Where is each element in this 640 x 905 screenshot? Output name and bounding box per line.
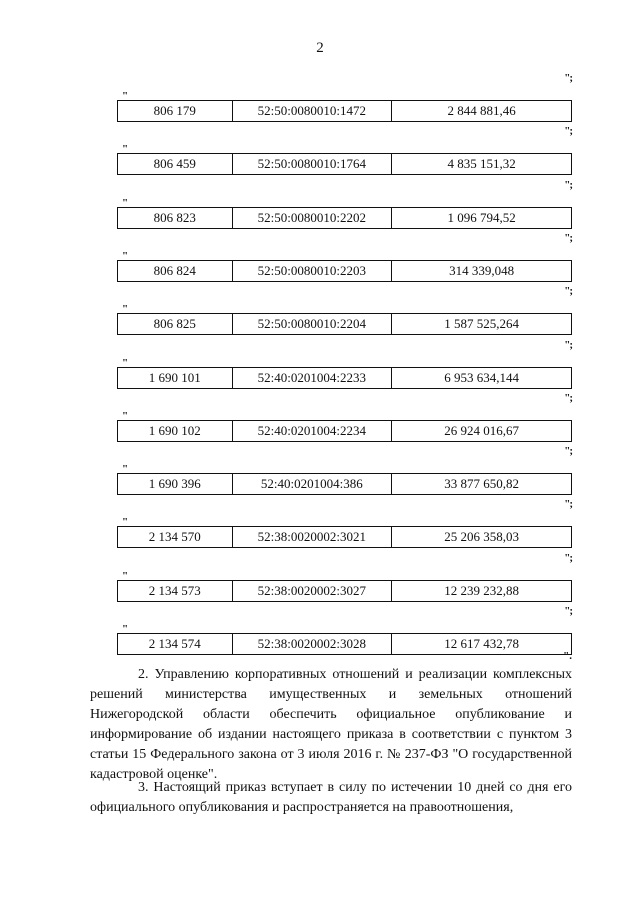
page-number: 2 — [316, 40, 324, 56]
cell-cadastral-number: 52:50:0080010:1764 — [232, 154, 392, 175]
cell-value: 6 953 634,144 — [392, 367, 572, 388]
closing-quote: "; — [564, 498, 572, 511]
cell-value: 12 617 432,78 — [392, 634, 572, 655]
opening-quote: " — [122, 143, 129, 156]
table-row — [117, 153, 572, 175]
entry-block — [0, 392, 640, 448]
cell-id: 806 825 — [118, 314, 233, 335]
cell-id: 806 823 — [118, 207, 233, 228]
cell-value: 12 239 232,88 — [392, 580, 572, 601]
cell-id: 806 179 — [118, 101, 233, 122]
closing-quote: "; — [564, 445, 572, 458]
opening-quote: " — [122, 569, 129, 582]
entry-block — [0, 552, 640, 608]
cell-id: 2 134 573 — [118, 580, 233, 601]
entry-block — [0, 72, 640, 128]
table-row — [117, 260, 572, 282]
cell-cadastral-number: 52:50:0080010:2202 — [232, 207, 392, 228]
cell-id: 806 459 — [118, 154, 233, 175]
entry-block — [0, 605, 640, 661]
cell-value: 26 924 016,67 — [392, 420, 572, 441]
cell-cadastral-number: 52:50:0080010:1472 — [232, 101, 392, 122]
cell-id: 1 690 102 — [118, 420, 233, 441]
table-row — [117, 313, 572, 335]
opening-quote: " — [122, 303, 129, 316]
cell-cadastral-number: 52:38:0020002:3027 — [232, 580, 392, 601]
cell-value: 25 206 358,03 — [392, 527, 572, 548]
closing-quote: "; — [564, 551, 572, 564]
cell-id: 2 134 574 — [118, 634, 233, 655]
table-row — [117, 367, 572, 389]
paragraph-3 — [90, 778, 572, 818]
cell-cadastral-number: 52:38:0020002:3028 — [232, 634, 392, 655]
final-quote: ". — [563, 650, 572, 662]
cell-value: 314 339,048 — [392, 260, 572, 281]
table-row — [117, 580, 572, 602]
cell-value: 4 835 151,32 — [392, 154, 572, 175]
table-row — [117, 473, 572, 495]
cell-cadastral-number: 52:40:0201004:2234 — [232, 420, 392, 441]
cell-value: 2 844 881,46 — [392, 101, 572, 122]
closing-quote: "; — [564, 231, 572, 244]
closing-quote: "; — [564, 125, 572, 138]
entry-block — [0, 125, 640, 181]
opening-quote: " — [122, 516, 129, 529]
cell-id: 2 134 570 — [118, 527, 233, 548]
opening-quote: " — [122, 356, 129, 369]
entry-block — [0, 179, 640, 235]
entry-block — [0, 232, 640, 288]
cell-cadastral-number: 52:40:0201004:386 — [232, 474, 392, 495]
cell-cadastral-number: 52:40:0201004:2233 — [232, 367, 392, 388]
closing-quote: "; — [564, 285, 572, 298]
cell-value: 1 587 525,264 — [392, 314, 572, 335]
closing-quote: "; — [564, 605, 572, 617]
table-row — [117, 526, 572, 548]
closing-quote: "; — [564, 178, 572, 191]
cell-id: 1 690 101 — [118, 367, 233, 388]
table-row — [117, 207, 572, 229]
paragraph-2-text: 2. Управлению корпоративных отношений и реализации комплексных решений министерства имущественных и земельных отношений Нижегородской области обеспечить официальное опубликование и информирование об издании настоящего приказа в соответствии с пунктом 3 статьи 15 Федерального закона от 3 июля 2016 г. № 237-ФЗ "О государственной кадастровой оценке". — [90, 667, 572, 782]
cell-value: 33 877 650,82 — [392, 474, 572, 495]
entry-block — [0, 445, 640, 501]
entry-block — [0, 339, 640, 395]
entry-block — [0, 498, 640, 554]
table-row — [117, 633, 572, 655]
opening-quote: " — [122, 623, 129, 635]
cell-cadastral-number: 52:50:0080010:2203 — [232, 260, 392, 281]
opening-quote: " — [122, 409, 129, 422]
cell-cadastral-number: 52:38:0020002:3021 — [232, 527, 392, 548]
entry-block — [0, 285, 640, 341]
closing-quote: "; — [564, 72, 572, 84]
closing-quote: "; — [564, 391, 572, 404]
cell-value: 1 096 794,52 — [392, 207, 572, 228]
paragraph-2 — [90, 665, 572, 785]
opening-quote: " — [122, 90, 129, 102]
opening-quote: " — [122, 196, 129, 209]
closing-quote: "; — [564, 338, 572, 351]
cell-id: 1 690 396 — [118, 474, 233, 495]
opening-quote: " — [122, 463, 129, 476]
cell-cadastral-number: 52:50:0080010:2204 — [232, 314, 392, 335]
table-row — [117, 100, 572, 122]
cell-id: 806 824 — [118, 260, 233, 281]
table-row — [117, 420, 572, 442]
paragraph-3-text: 3. Настоящий приказ вступает в силу по истечении 10 дней со дня его официального опубликования и распространяется на правоотношения, — [90, 780, 572, 815]
opening-quote: " — [122, 249, 129, 262]
